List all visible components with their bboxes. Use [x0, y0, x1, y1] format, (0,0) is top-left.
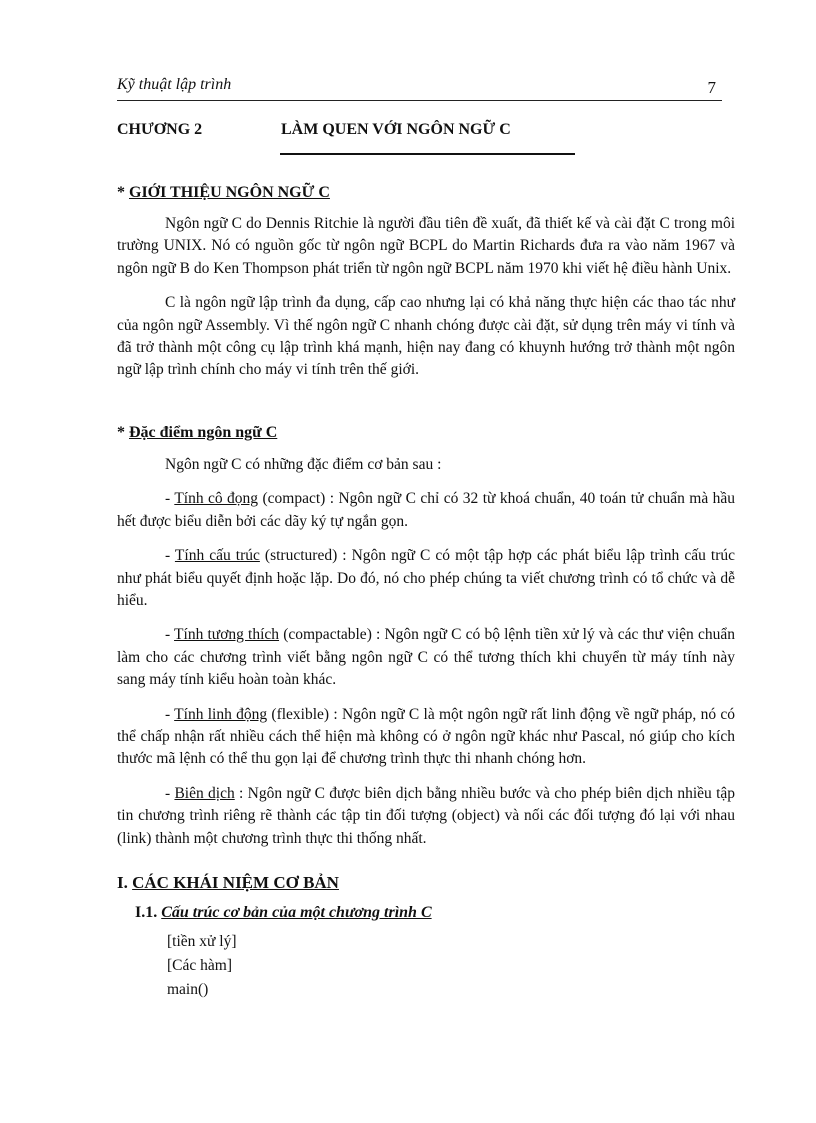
feature-term: Tính tương thích: [174, 626, 280, 644]
feature-item: [117, 488, 735, 533]
feature-desc: : Ngôn ngữ C được biên dịch bằng nhiều bước và cho phép biên dịch nhiều tập tin chương trình riêng rẽ thành các tập tin đối tượng (object) và nối các đối tượng đó lại với nhau (link) thành một chương trình thực thi thống nhất.: [117, 784, 736, 847]
chapter-heading: [117, 118, 722, 158]
intro-heading: [117, 182, 735, 204]
features-lead: Ngôn ngữ C có những đặc điểm cơ bản sau :: [165, 456, 442, 473]
feature-term: Tính cấu trúc: [174, 547, 260, 565]
feature-item: [117, 545, 735, 612]
intro-section: [117, 182, 735, 382]
feature-dash: -: [165, 705, 175, 723]
intro-heading-star: *: [117, 184, 129, 201]
header-title: Kỹ thuật lập trình: [117, 76, 232, 93]
feature-term: Tính linh động: [174, 705, 268, 723]
feature-term: Biên dịch: [174, 784, 235, 802]
chapter-underline: [280, 153, 575, 155]
basics-heading: [117, 872, 735, 894]
feature-desc: (compactable) : Ngôn ngữ C có bộ lệnh tiền xử lý và các thư viện chuẩn làm cho các chương trình viết bằng ngôn ngữ C có thể tương thích khi chuyển từ máy tính này sang máy tính kiểu hoàn toàn khác.: [117, 626, 735, 689]
feature-desc: (compact) : Ngôn ngữ C chỉ có 32 từ khoá chuẩn, 40 toán tử chuẩn mà hầu hết được biểu diễn bởi các dãy ký tự ngắn gọn.: [117, 490, 736, 530]
chapter-label: CHƯƠNG 2: [117, 121, 203, 138]
structure-subheading-num: I.1.: [135, 904, 162, 921]
feature-desc: (flexible) : Ngôn ngữ C là một ngôn ngữ rất linh động về ngữ pháp, nó có thể chấp nhận rất nhiều cách thể hiện mà không có ở ngôn ngữ khác như Pascal, nó giúp cho kích thước mã lệnh có thể thu gọn lại để chương trình thực thi nhanh chóng hơn.: [117, 705, 735, 768]
running-header: [117, 76, 722, 101]
basics-section: [117, 872, 735, 1002]
feature-dash: -: [165, 626, 175, 644]
intro-paragraph-1: Ngôn ngữ C do Dennis Ritchie là người đầu tiên đề xuất, đã thiết kế và cài đặt C trong môi trường UNIX. Nó có nguồn gốc từ ngôn ngữ BCPL do Martin Richards đưa ra vào năm 1967 và ngôn ngữ B do Ken Thompson phát triển từ ngôn ngữ BCPL năm 1970 khi viết hệ điều hành Unix.: [117, 215, 735, 277]
intro-paragraph-2: C là ngôn ngữ lập trình đa dụng, cấp cao nhưng lại có khả năng thực hiện các thao tác như của ngôn ngữ Assembly. Vì thế ngôn ngữ C nhanh chóng được cài đặt, sử dụng trên máy vi tính và đã trở thành một công cụ lập trình khá mạnh, hiện nay đang có khuynh hướng trở thành một ngôn ngữ lập trình chính cho máy vi tính trên thế giới.: [117, 294, 735, 379]
feature-item: [117, 783, 735, 850]
features-heading-text: Đặc điểm ngôn ngữ C: [129, 424, 278, 441]
code-line: [Các hàm]: [167, 957, 232, 974]
code-line: [tiền xử lý]: [167, 933, 237, 950]
feature-term: Tính cô đọng: [174, 490, 259, 508]
basics-heading-text: CÁC KHÁI NIỆM CƠ BẢN: [132, 873, 339, 892]
feature-item: [117, 704, 735, 771]
code-outline: [117, 930, 735, 1002]
page-number: 7: [707, 78, 716, 97]
intro-heading-text: GIỚI THIỆU NGÔN NGỮ C: [129, 184, 330, 201]
code-line: main(): [167, 981, 209, 998]
feature-dash: -: [165, 547, 175, 565]
features-heading: [117, 422, 735, 444]
features-section: [117, 422, 735, 850]
feature-desc: (structured) : Ngôn ngữ C có một tập hợp các phát biểu lập trình cấu trúc như phát biểu quyết định hoặc lặp. Do đó, nó cho phép chúng ta viết chương trình có tổ chức và dễ hiểu.: [117, 547, 735, 610]
structure-subheading-text: Cấu trúc cơ bản của một chương trình C: [161, 904, 432, 921]
basics-heading-num: I.: [117, 873, 133, 892]
feature-item: [117, 624, 735, 691]
feature-dash: -: [165, 784, 175, 802]
feature-dash: -: [165, 490, 175, 508]
structure-subheading: [117, 902, 735, 924]
chapter-title: LÀM QUEN VỚI NGÔN NGỮ C: [281, 121, 511, 138]
features-heading-star: *: [117, 424, 129, 441]
